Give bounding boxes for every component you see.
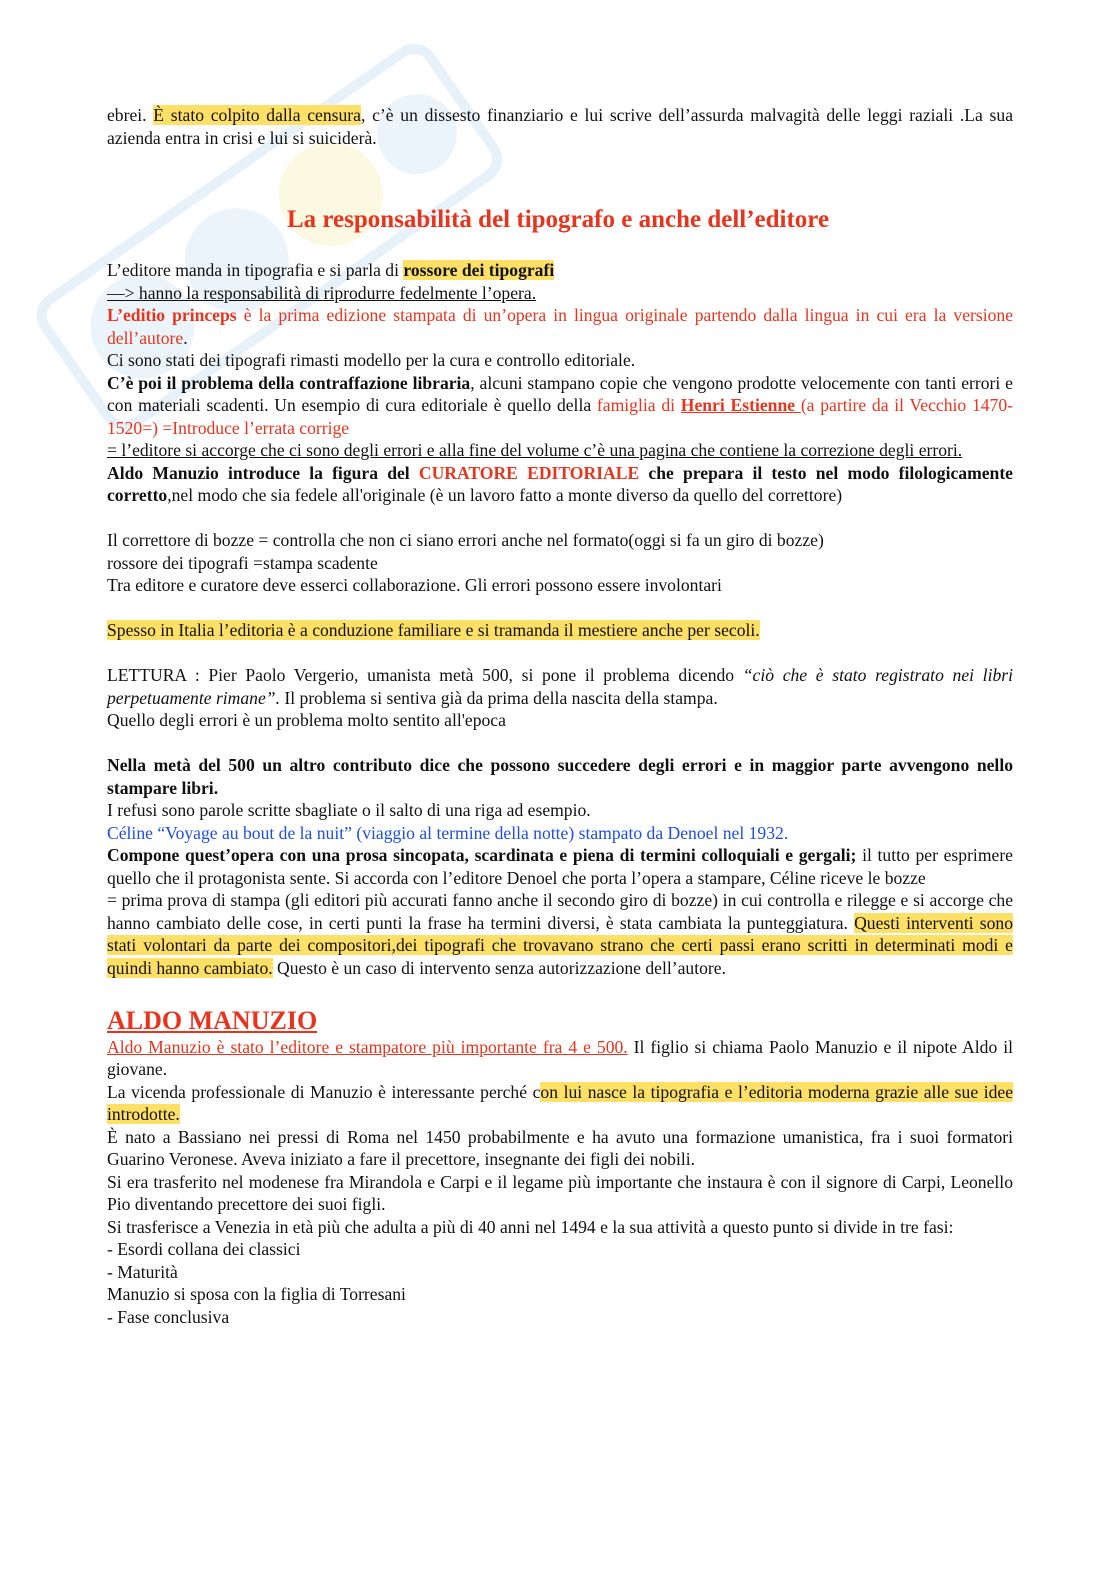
henri-estienne-term: Henri Estienne: [680, 395, 801, 415]
section-heading-aldo-manuzio: ALDO MANUZIO: [107, 1005, 318, 1035]
interventi-highlight: Questi interventi sono stati volontari da parte dei compositori,dei tipografi che trovavano strano che certi passi erano scritti in determinati modi e quindi hanno cambiato.: [107, 912, 1013, 978]
section-body: [107, 259, 1013, 1328]
section-heading-responsabilita: La responsabilità del tipografo e anche dell’editore: [286, 206, 830, 233]
celine-reference: Céline “Voyage au bout de la nuit” (viaggio al termine della notte) stampato da Denoel nel 1932.: [107, 822, 789, 843]
list-item: - Fase conclusiva: [107, 1306, 230, 1327]
paragraph: Si trasferisce a Venezia in età più che adulta a più di 40 anni nel 1494 e la sua attività a questo punto si divide in tre fasi:: [107, 1216, 954, 1237]
text-span: .: [183, 327, 188, 348]
paragraph-editio-princeps: [107, 304, 1013, 349]
paragraph-lettura: [107, 664, 1013, 709]
text-span: famiglia di: [596, 395, 681, 415]
vergerio-quote: “ciò che è stato registrato nei libri perpetuamente rimane”.: [107, 665, 1013, 708]
paragraph-celine: [107, 844, 1013, 889]
paragraph: [107, 619, 1013, 642]
tipografia-moderna-highlight: on lui nasce la tipografia e l’editoria moderna grazie alle sue idee introdotte.: [107, 1081, 1014, 1124]
intro-text-2: , c’è un dissesto finanziario e lui scrive dell’assurda malvagità delle leggi raziali .La sua azienda entra in crisi e lui si suiciderà.: [107, 105, 1013, 148]
paragraph-curatore: [107, 462, 1013, 507]
list-item: - Esordi collana dei classici: [107, 1239, 301, 1259]
text-span: = prima prova di stampa (gli editori più accurati fanno anche il secondo giro di bozze) in cui controlla e rilegge e si accorge che hanno cambiato delle cose, in certi punti la frase ha termini diversi, è stata cambiata la punteggiatura.: [107, 890, 1013, 933]
paragraph: Tra editore e curatore deve esserci collaborazione. Gli errori possono essere involontari: [107, 575, 722, 595]
text-span: Il problema si sentiva già da prima della nascita della stampa.: [279, 687, 718, 708]
manuzio-statement: Aldo Manuzio è stato l’editore e stampatore più importante fra 4 e 500.: [107, 1036, 628, 1057]
paragraph: Si era trasferito nel modenese fra Mirandola e Carpi e il legame più importante che instaura è con il signore di Carpi, Leonello Pio diventando precettore dei suoi figli.: [107, 1171, 1013, 1214]
paragraph-manuzio-2: [107, 1081, 1013, 1126]
paragraph-manuzio-1: [107, 1036, 1013, 1081]
paragraph: Nella metà del 500 un altro contributo dice che possono succedere degli errori e in maggior parte avvengono nello stampare libri.: [107, 755, 1013, 798]
intro-paragraph: [107, 104, 1013, 149]
text-span: il tutto per esprimere quello che il protagonista sente. Si accorda con l’editore Denoel che porta l’opera a stampare, Céline riceve le bozze: [107, 845, 1013, 888]
paragraph-bozze: [107, 889, 1013, 979]
text-span: è la prima edizione stampata di un’opera in lingua originale partendo dalla lingua in cui era la versione dell’autore: [107, 305, 1014, 348]
paragraph: Il correttore di bozze = controlla che non ci siano errori anche nel formato(oggi si fa un giro di bozze): [107, 530, 824, 550]
intro-block: [107, 104, 1013, 149]
paragraph: = l’editore si accorge che ci sono degli errori e alla fine del volume c’è una pagina che contiene la correzione degli errori.: [107, 440, 963, 460]
text-span: Aldo Manuzio introduce la figura del: [107, 462, 419, 483]
paragraph: Ci sono stati dei tipografi rimasti modello per la cura e controllo editoriale.: [107, 350, 636, 370]
paragraph: Quello degli errori è un problema molto sentito all'epoca: [107, 710, 506, 730]
list-item: - Maturità: [107, 1261, 178, 1282]
curatore-term: CURATORE EDITORIALE: [418, 462, 640, 483]
text-span: Questo è un caso di intervento senza autorizzazione dell’autore.: [272, 957, 726, 978]
text-span: ,nel modo che sia fedele all'originale (è un lavoro fatto a monte diverso da quello del correttore): [167, 485, 843, 505]
paragraph: Manuzio si sposa con la figlia di Torresani: [107, 1284, 406, 1304]
text-span: Il figlio si chiama Paolo Manuzio e il nipote Aldo il giovane.: [107, 1036, 1013, 1079]
paragraph: rossore dei tipografi =stampa scadente: [107, 552, 378, 573]
paragraph: —> hanno la responsabilità di riprodurre fedelmente l’opera.: [107, 282, 537, 303]
paragraph: I refusi sono parole scritte sbagliate o il salto di una riga ad esempio.: [107, 800, 591, 820]
text-span: , alcuni stampano copie che vengono prodotte velocemente con tanti errori e con materiali scadenti. Un esempio di cura editoriale è quello della: [107, 372, 1013, 415]
intro-text-1: ebrei.: [107, 105, 154, 125]
text-span: Compone quest’opera con una prosa sincopata, scardinata e piena di termini colloquiali e gergali;: [107, 845, 857, 865]
editoria-familiare-highlight: Spesso in Italia l’editoria è a conduzione familiare e si tramanda il mestiere anche per secoli.: [107, 620, 760, 640]
text-span: LETTURA : Pier Paolo Vergerio, umanista metà 500, si pone il problema dicendo: [107, 665, 743, 685]
text-span: La vicenda professionale di Manuzio è interessante perché c: [107, 1081, 541, 1102]
censura-highlight: È stato colpito dalla censura: [153, 105, 361, 125]
paragraph: [107, 259, 1013, 282]
rossore-highlight: rossore dei tipografi: [403, 260, 555, 280]
paragraph-contraffazione: [107, 372, 1013, 440]
paragraph: È nato a Bassiano nei pressi di Roma nel 1450 probabilmente e ha avuto una formazione umanistica, fra i suoi formatori Guarino Veronese. Aveva iniziato a fare il precettore, insegnante dei figli dei nobili.: [107, 1126, 1013, 1169]
text-span: (a partire da il Vecchio 1470-1520=) =Introduce l’errata corrige: [107, 395, 1014, 438]
text-span: L’editore manda in tipografia e si parla di: [107, 260, 404, 280]
contraffazione-term: C’è poi il problema della contraffazione libraria: [107, 372, 471, 393]
editio-princeps-term: L’editio princeps: [107, 305, 237, 325]
text-span: che prepara il testo nel modo filologicamente corretto: [107, 462, 1013, 505]
